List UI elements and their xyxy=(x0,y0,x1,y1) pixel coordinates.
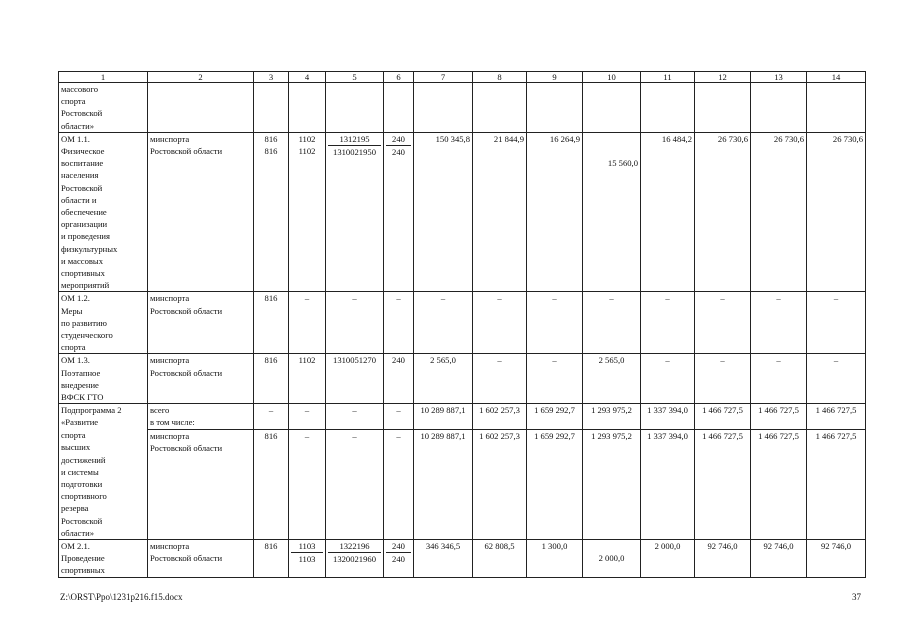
amount-cell: 16 484,2 xyxy=(641,132,695,292)
row-name-cell xyxy=(59,540,148,578)
col-header: 5 xyxy=(326,72,384,83)
row-name-line: Проведение xyxy=(61,553,105,564)
row-name-line: физкультурных xyxy=(61,243,118,254)
amount-cell: – xyxy=(527,354,583,404)
row-name-line: ОМ 1.3. xyxy=(61,355,90,366)
grbs-cell: 816 xyxy=(254,292,289,354)
executor-line: в том числе: xyxy=(150,417,195,428)
amount-cell: 26 730,6 xyxy=(807,132,866,292)
file-path: Z:\ORST\Ppo\1231p216.f15.docx xyxy=(60,592,183,602)
value-cell: – xyxy=(695,292,751,354)
row-name-line: спорта xyxy=(61,430,86,441)
empty-cell xyxy=(148,83,254,133)
row-name-line: Подпрограмма 2 xyxy=(61,405,122,416)
table-row xyxy=(59,429,866,539)
empty-cell xyxy=(583,83,641,133)
executor-line: Ростовской области xyxy=(150,305,223,316)
vr-cell: – xyxy=(384,429,414,539)
row-name-line: «Развитие xyxy=(61,417,99,428)
grbs-cell: 816 xyxy=(254,540,289,578)
amount-cell xyxy=(583,132,641,292)
row-name-cell xyxy=(59,132,148,292)
rzpr-value: 1102 xyxy=(298,146,316,157)
header-row xyxy=(59,72,866,83)
row-name-line: спортивного xyxy=(61,491,107,502)
value-cell: – xyxy=(641,292,695,354)
row-name-line: и проведения xyxy=(61,231,110,242)
value-cell: – xyxy=(384,292,414,354)
row-name-line: спорта xyxy=(61,96,86,107)
row-name-line: Ростовской xyxy=(61,108,103,119)
value-cell: – xyxy=(583,292,641,354)
amount-cell: 1 300,0 xyxy=(527,540,583,578)
budget-table xyxy=(58,71,866,578)
row-name-line: высших xyxy=(61,442,91,453)
rzpr-value: 1102 xyxy=(298,133,316,144)
row-name-line: области и xyxy=(61,194,97,205)
amount-cell: – xyxy=(751,354,807,404)
vr-cell xyxy=(384,540,414,578)
row-name-line: области» xyxy=(61,527,95,538)
row-name-line: населения xyxy=(61,170,99,181)
amount-cell: 2 565,0 xyxy=(583,354,641,404)
amount-cell: 10 289 887,1 xyxy=(414,404,473,429)
amount-cell: 1 466 727,5 xyxy=(807,429,866,539)
executor-line: Ростовской области xyxy=(150,553,223,564)
value-cell: – xyxy=(807,292,866,354)
amount-cell: 1 293 975,2 xyxy=(583,429,641,539)
table-row xyxy=(59,354,866,404)
csr-cell: 1310051270 xyxy=(326,354,384,404)
csr-cell: – xyxy=(326,429,384,539)
executor-cell xyxy=(148,132,254,292)
row-name-line: студенческого xyxy=(61,330,113,341)
amount-cell: 10 289 887,1 xyxy=(414,429,473,539)
row-name-line: резерва xyxy=(61,503,89,514)
amount-value: 15 560,0 xyxy=(607,157,638,168)
amount-value: 2 000,0 xyxy=(598,553,625,564)
vr-cell: 240 xyxy=(384,354,414,404)
vr-value: 240 xyxy=(386,540,411,553)
row-name-line: области» xyxy=(61,120,95,131)
amount-cell xyxy=(583,540,641,578)
row-name-line: ОМ 1.2. xyxy=(61,293,90,304)
executor-line: минспорта xyxy=(150,541,190,552)
executor-line: минспорта xyxy=(150,293,190,304)
executor-line: Ростовской области xyxy=(150,367,223,378)
row-name-cell xyxy=(59,429,148,539)
amount-cell: 1 466 727,5 xyxy=(695,429,751,539)
vr-value: 240 xyxy=(392,147,405,158)
amount-cell: – xyxy=(473,354,527,404)
vr-value: 240 xyxy=(386,133,411,146)
page-number: 37 xyxy=(852,592,861,602)
grbs-cell xyxy=(254,132,289,292)
col-header: 1 xyxy=(59,72,148,83)
row-name-line: ОМ 2.1. xyxy=(61,541,90,552)
vr-value: 240 xyxy=(392,554,405,565)
col-header: 2 xyxy=(148,72,254,83)
empty-cell xyxy=(473,83,527,133)
csr-value: 1320021960 xyxy=(333,554,376,565)
grbs-cell: 816 xyxy=(254,429,289,539)
empty-cell xyxy=(326,83,384,133)
amount-cell: 1 466 727,5 xyxy=(751,404,807,429)
row-name-line: мероприятий xyxy=(61,280,110,291)
rzpr-cell: 1102 xyxy=(289,354,326,404)
row-name-line: Ростовской xyxy=(61,182,103,193)
amount-cell: 26 730,6 xyxy=(695,132,751,292)
row-name-line: и системы xyxy=(61,466,99,477)
amount-cell: 16 264,9 xyxy=(527,132,583,292)
rzpr-cell: – xyxy=(289,429,326,539)
row-name-line: и массовых xyxy=(61,255,103,266)
amount-cell: 1 337 394,0 xyxy=(641,404,695,429)
rzpr-cell xyxy=(289,132,326,292)
executor-line: минспорта xyxy=(150,355,190,366)
amount-cell: 26 730,6 xyxy=(751,132,807,292)
amount-cell: 1 602 257,3 xyxy=(473,429,527,539)
vr-cell: – xyxy=(384,404,414,429)
executor-cell xyxy=(148,540,254,578)
row-name-line: по развитию xyxy=(61,317,107,328)
col-header: 12 xyxy=(695,72,751,83)
empty-cell xyxy=(527,83,583,133)
col-header: 4 xyxy=(289,72,326,83)
amount-cell: 1 293 975,2 xyxy=(583,404,641,429)
amount-cell: 346 346,5 xyxy=(414,540,473,578)
row-name-line: обеспечение xyxy=(61,207,107,218)
row-name-line: внедрение xyxy=(61,379,99,390)
col-header: 13 xyxy=(751,72,807,83)
amount-cell: 2 565,0 xyxy=(414,354,473,404)
amount-cell: 1 466 727,5 xyxy=(695,404,751,429)
executor-cell xyxy=(148,429,254,539)
row-name-line: ВФСК ГТО xyxy=(61,392,104,403)
row-name-line: Меры xyxy=(61,305,83,316)
empty-cell xyxy=(751,83,807,133)
row-name-line: достижений xyxy=(61,454,106,465)
table-row xyxy=(59,404,866,429)
row-name-line: Поэтапное xyxy=(61,367,101,378)
executor-line: минспорта xyxy=(150,133,190,144)
grbs-value: 816 xyxy=(264,133,278,144)
amount-cell: 1 466 727,5 xyxy=(751,429,807,539)
rzpr-cell xyxy=(289,540,326,578)
col-header: 7 xyxy=(414,72,473,83)
row-name-line: массового xyxy=(61,84,99,94)
row-name-line: воспитание xyxy=(61,158,104,169)
table-row xyxy=(59,540,866,578)
amount-cell: 1 466 727,5 xyxy=(807,404,866,429)
value-cell: – xyxy=(751,292,807,354)
row-name-line: ОМ 1.1. xyxy=(61,133,90,144)
row-name-cell xyxy=(59,292,148,354)
col-header: 3 xyxy=(254,72,289,83)
value-cell: – xyxy=(414,292,473,354)
csr-cell xyxy=(326,540,384,578)
row-name-cell xyxy=(59,404,148,429)
row-name-line: спортивных xyxy=(61,268,105,279)
col-header: 9 xyxy=(527,72,583,83)
col-header: 14 xyxy=(807,72,866,83)
csr-cell xyxy=(326,132,384,292)
value-cell: – xyxy=(527,292,583,354)
csr-cell: – xyxy=(326,404,384,429)
amount-cell: 1 602 257,3 xyxy=(473,404,527,429)
empty-cell xyxy=(384,83,414,133)
grbs-cell: 816 xyxy=(254,354,289,404)
executor-cell xyxy=(148,354,254,404)
row-name-line: Физическое xyxy=(61,146,105,157)
executor-cell xyxy=(148,404,254,429)
csr-value: 1312195 xyxy=(328,133,381,146)
amount-cell: 1 659 292,7 xyxy=(527,404,583,429)
col-header: 11 xyxy=(641,72,695,83)
rzpr-value: 1103 xyxy=(291,540,323,553)
empty-cell xyxy=(695,83,751,133)
grbs-cell: – xyxy=(254,404,289,429)
executor-cell xyxy=(148,292,254,354)
table-row xyxy=(59,132,866,292)
value-cell: – xyxy=(289,292,326,354)
table-row xyxy=(59,83,866,133)
amount-cell: – xyxy=(641,354,695,404)
vr-cell xyxy=(384,132,414,292)
empty-cell xyxy=(807,83,866,133)
row-name-line: подготовки xyxy=(61,479,103,489)
col-header: 6 xyxy=(384,72,414,83)
csr-value: 1322196 xyxy=(328,540,381,553)
amount-cell: 92 746,0 xyxy=(751,540,807,578)
amount-cell: 62 808,5 xyxy=(473,540,527,578)
row-name-line: спорта xyxy=(61,342,86,353)
row-name-line: спортивных xyxy=(61,565,105,576)
amount-cell: 92 746,0 xyxy=(807,540,866,578)
empty-cell xyxy=(414,83,473,133)
row-name-cell xyxy=(59,83,148,133)
row-name-line: Ростовской xyxy=(61,515,103,526)
amount-cell: 21 844,9 xyxy=(473,132,527,292)
amount-cell: – xyxy=(807,354,866,404)
empty-cell xyxy=(289,83,326,133)
col-header: 8 xyxy=(473,72,527,83)
rzpr-value: 1103 xyxy=(298,554,316,565)
executor-line: Ростовской области xyxy=(150,146,223,157)
grbs-value: 816 xyxy=(264,146,278,157)
amount-cell: – xyxy=(695,354,751,404)
value-cell: – xyxy=(326,292,384,354)
amount-cell: 150 345,8 xyxy=(414,132,473,292)
executor-line: Ростовской области xyxy=(150,442,223,453)
amount-cell: 92 746,0 xyxy=(695,540,751,578)
row-name-line: организации xyxy=(61,219,108,230)
value-cell: – xyxy=(473,292,527,354)
empty-cell xyxy=(641,83,695,133)
empty-cell xyxy=(254,83,289,133)
col-header: 10 xyxy=(583,72,641,83)
table-row xyxy=(59,292,866,354)
csr-value: 1310021950 xyxy=(333,147,376,158)
amount-cell: 1 337 394,0 xyxy=(641,429,695,539)
executor-line: всего xyxy=(150,405,170,416)
amount-cell: 1 659 292,7 xyxy=(527,429,583,539)
amount-cell: 2 000,0 xyxy=(641,540,695,578)
executor-line: минспорта xyxy=(150,430,190,441)
rzpr-cell: – xyxy=(289,404,326,429)
row-name-cell xyxy=(59,354,148,404)
